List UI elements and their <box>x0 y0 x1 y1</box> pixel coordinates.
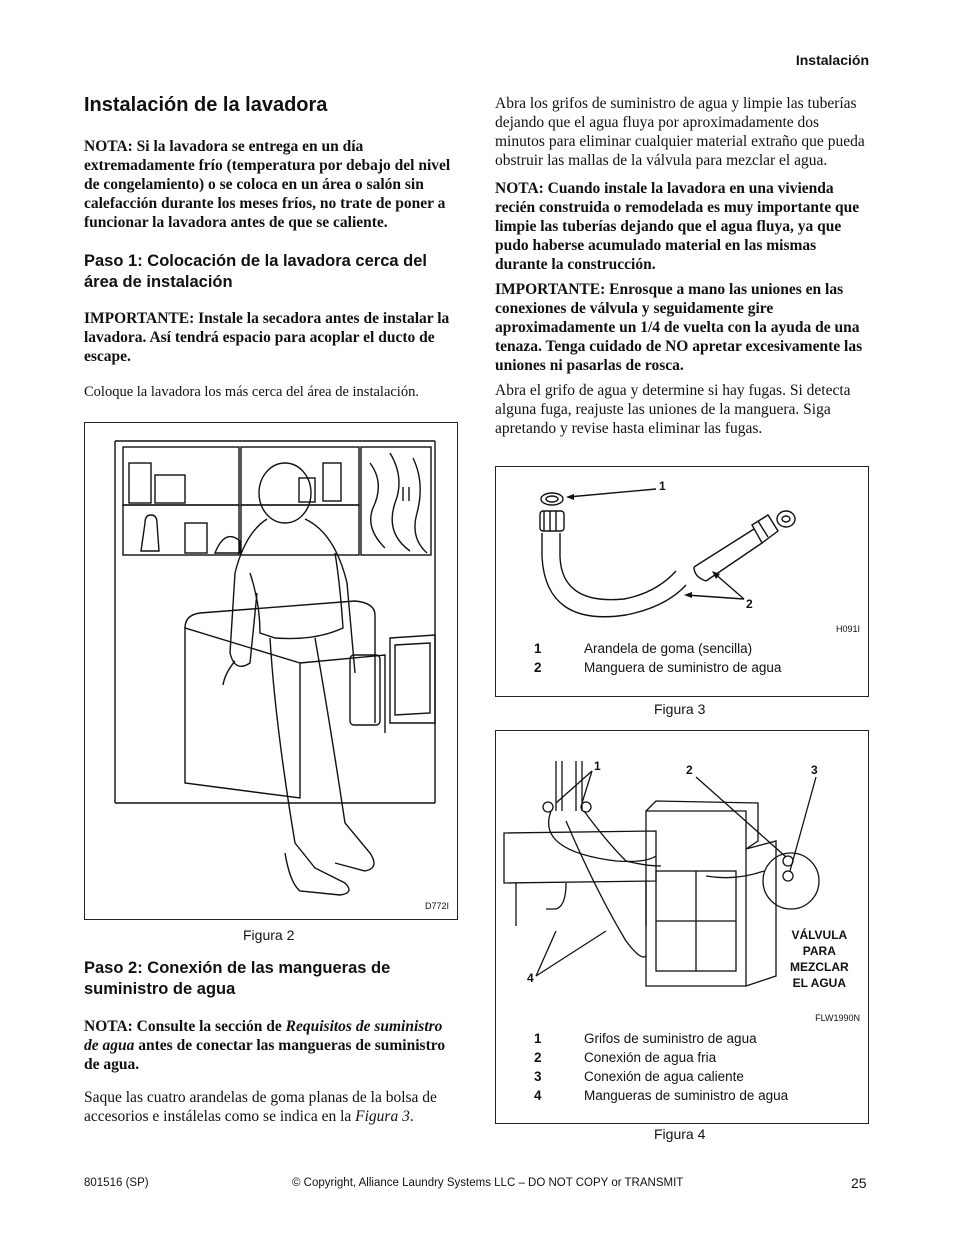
figure-3-caption: Figura 3 <box>654 701 706 717</box>
valve-label-line: EL AGUA <box>792 976 846 990</box>
figure-2-code: D772I <box>424 901 449 911</box>
step1-heading: Paso 1: Colocación de la lavadora cerca del área de instalación <box>84 252 427 291</box>
legend-text: Manguera de suministro de agua <box>584 660 782 675</box>
saque-part-a: Saque las cuatro arandelas de goma planas de la bolsa de accesorios e instálelas como se indica en la <box>84 1089 437 1125</box>
mixing-valve-label <box>790 927 849 991</box>
legend-row <box>534 1067 788 1086</box>
legend-text: Conexión de agua fria <box>584 1050 717 1065</box>
page-title: Instalación de la lavadora <box>84 94 328 116</box>
figure-4-legend <box>534 1029 788 1105</box>
note2-part-a: NOTA: Consulte la sección de <box>84 1018 286 1035</box>
check-leaks-text: Abra el grifo de agua y determine si hay fugas. Si detecta alguna fuga, reajuste las uniones de la manguera. Siga apretando y revise hasta eliminar las fugas. <box>495 382 851 437</box>
note2-part-c: antes de conectar las mangueras de suministro de agua. <box>84 1037 446 1073</box>
important-hand-tighten: IMPORTANTE: Enrosque a mano las uniones en las conexiones de válvula y seguidamente gire aproximadamente un 1/4 de vuelta con la ayuda de una tenaza. Tenga cuidado de NO apretar excesivamente las uniones ni pasarlas de rosca. <box>495 281 863 374</box>
footer-doc-number: 801516 (SP) <box>84 1177 149 1189</box>
footer-copyright: © Copyright, Alliance Laundry Systems LLC – DO NOT COPY or TRANSMIT <box>292 1177 684 1189</box>
legend-text: Arandela de goma (sencilla) <box>584 641 753 656</box>
important-dryer-first: IMPORTANTE: Instale la secadora antes de instalar la lavadora. Así tendrá espacio para acoplar el ducto de escape. <box>84 310 450 365</box>
place-washer-text: Coloque la lavadora los más cerca del área de instalación. <box>84 384 419 400</box>
legend-num: 1 <box>534 1031 542 1046</box>
legend-row <box>534 639 781 658</box>
legend-num: 4 <box>534 1088 542 1103</box>
fig3-callout-1: 1 <box>659 479 666 493</box>
saque-figure-ref: Figura 3 <box>355 1108 410 1125</box>
legend-text: Grifos de suministro de agua <box>584 1031 757 1046</box>
fig4-callout-2: 2 <box>686 763 693 777</box>
right-column <box>495 94 869 438</box>
valve-label-line: VÁLVULA <box>791 928 848 942</box>
figure-4-code: FLW1990N <box>815 1013 860 1023</box>
legend-num: 3 <box>534 1069 542 1084</box>
note-see-requirements <box>84 1017 458 1074</box>
legend-row <box>534 1048 788 1067</box>
hose-and-washer-illustration <box>496 467 868 627</box>
note-cold-delivery: NOTA: Si la lavadora se entrega en un día extremadamente frío (temperatura por debajo del nivel de congelamiento) o se coloca en un área o salón sin calefacción durante los meses fríos, no trate de poner a funcionar la lavadora antes de que se caliente. <box>84 138 451 231</box>
legend-text: Conexión de agua caliente <box>584 1069 744 1084</box>
fig4-callout-4: 4 <box>527 971 534 985</box>
fig4-callout-1: 1 <box>594 759 601 773</box>
legend-num: 2 <box>534 660 542 675</box>
legend-row <box>534 1029 788 1048</box>
flush-lines-text: Abra los grifos de suministro de agua y limpie las tuberías dejando que el agua fluya por aproximadamente dos minutos para eliminar cualquier material extraño que pueda obstruir las mallas de la válvula para mezclar el agua. <box>495 95 865 169</box>
figure-2-frame <box>84 422 458 920</box>
legend-text: Mangueras de suministro de agua <box>584 1088 789 1103</box>
figure-4-frame <box>495 730 869 1124</box>
man-positioning-washer-illustration <box>85 423 457 919</box>
figure-2-caption: Figura 2 <box>243 927 295 943</box>
legend-num: 2 <box>534 1050 542 1065</box>
remove-washers-text <box>84 1088 458 1126</box>
section-header: Instalación <box>795 52 869 68</box>
figure-3-code: H091I <box>835 624 860 634</box>
saque-part-c: . <box>409 1108 414 1125</box>
fig4-callout-3: 3 <box>811 763 818 777</box>
figure-3-frame <box>495 466 869 697</box>
legend-row <box>534 1086 788 1105</box>
step2-heading: Paso 2: Conexión de las mangueras de suministro de agua <box>84 959 391 998</box>
legend-row <box>534 658 781 677</box>
figure-4-caption: Figura 4 <box>654 1126 706 1142</box>
legend-num: 1 <box>534 641 542 656</box>
note-new-construction: NOTA: Cuando instale la lavadora en una vivienda recién construida o remodelada es muy importante que limpie las tuberías dejando que el agua fluya, ya que pudo haberse acumulado material en las mismas durante la construcción. <box>495 180 860 273</box>
note2-ref-link: Requisitos de suministro de agua <box>84 1018 443 1054</box>
left-column <box>84 94 458 402</box>
figure-3-legend <box>534 639 781 677</box>
left-column-lower <box>84 958 458 1126</box>
page-number: 25 <box>851 1175 867 1191</box>
valve-label-line: PARA <box>802 944 836 958</box>
fig3-callout-2: 2 <box>746 597 753 611</box>
valve-label-line: MEZCLAR <box>790 960 849 974</box>
